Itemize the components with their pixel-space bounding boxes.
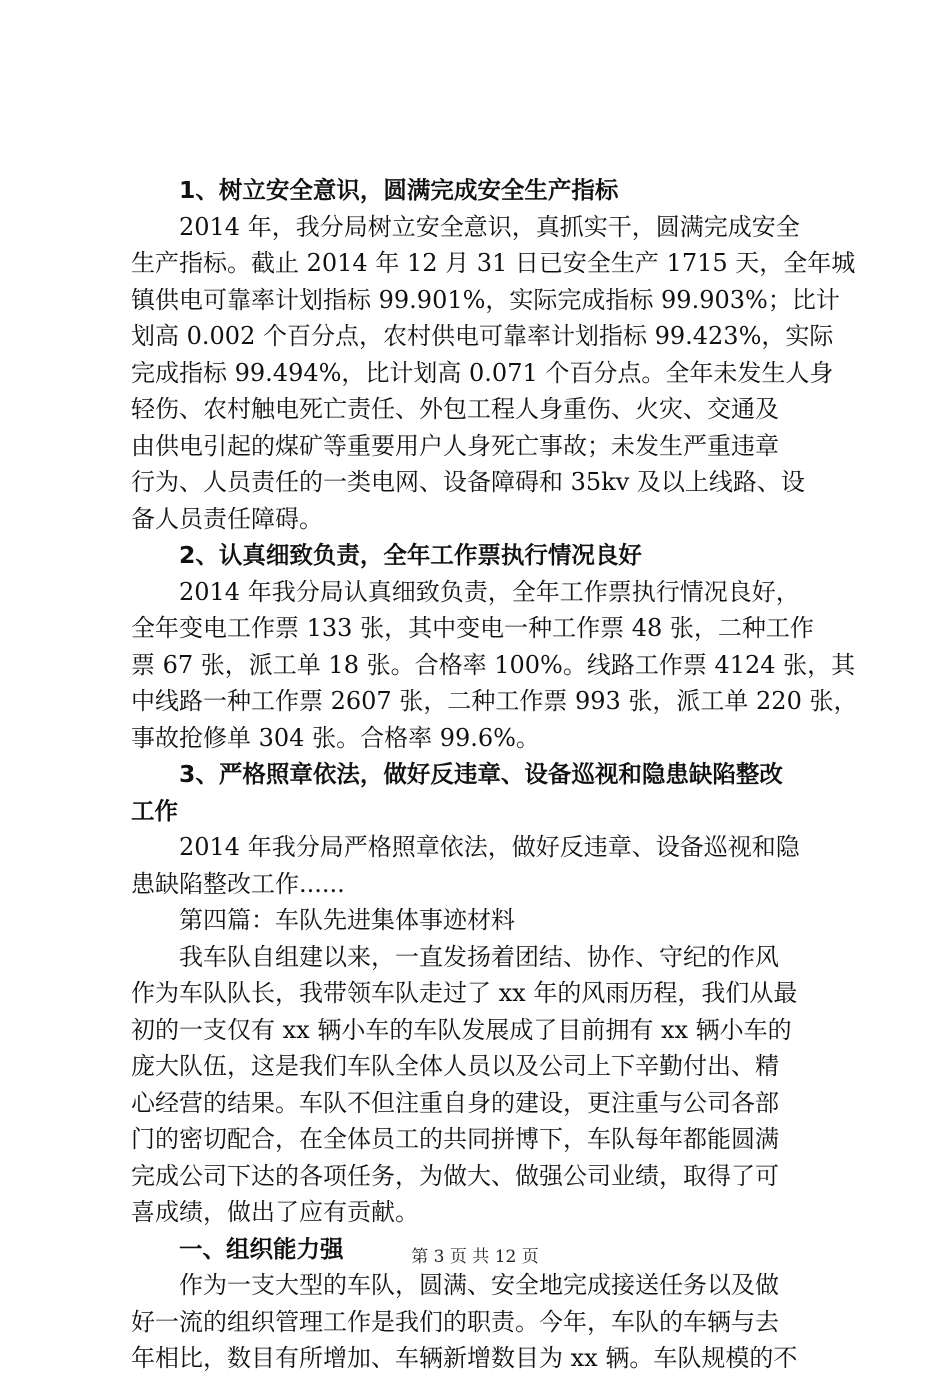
body-text-line: 初的一支仅有 xx 辆小车的车队发展成了目前拥有 xx 辆小车的 bbox=[131, 1015, 792, 1044]
body-text-line: 由供电引起的煤矿等重要用户人身死亡事故；未发生严重违章 bbox=[131, 431, 779, 460]
body-text-line: 划高 0.002 个百分点，农村供电可靠率计划指标 99.423%，实际 bbox=[131, 322, 834, 350]
body-text-line: 第四篇：车队先进集体事迹材料 bbox=[179, 906, 515, 934]
body-text-line: 作为车队队长，我带领车队走过了 xx 年的风雨历程，我们从最 bbox=[131, 979, 798, 1007]
body-text-line: 作为一支大型的车队，圆满、安全地完成接送任务以及做 bbox=[179, 1271, 779, 1299]
body-text-line: 轻伤、农村触电死亡责任、外包工程人身重伤、火灾、交通及 bbox=[131, 395, 779, 423]
body-text-line: 我车队自组建以来，一直发扬着团结、协作、守纪的作风 bbox=[179, 942, 779, 971]
body-text-line: 好一流的组织管理工作是我们的职责。今年，车队的车辆与去 bbox=[131, 1307, 779, 1336]
body-text-line: 2014 年，我分局树立安全意识，真抓实干，圆满完成安全 bbox=[179, 212, 800, 241]
body-text-line: 2014 年我分局认真细致负责，全年工作票执行情况良好， bbox=[179, 577, 800, 606]
body-text-line: 患缺陷整改工作...... bbox=[131, 869, 345, 898]
section-heading: 一、组织能力强 bbox=[179, 1234, 344, 1263]
body-text-line: 事故抢修单 304 张。合格率 99.6%。 bbox=[131, 723, 540, 752]
body-text-line: 生产指标。截止 2014 年 12 月 31 日已安全生产 1715 天，全年城 bbox=[131, 249, 856, 277]
section-heading: 3、严格照章依法，做好反违章、设备巡视和隐患缺陷整改 bbox=[179, 760, 783, 788]
body-text-line: 完成指标 99.494%，比计划高 0.071 个百分点。全年未发生人身 bbox=[131, 358, 834, 387]
body-text-line: 门的密切配合，在全体员工的共同拼博下，车队每年都能圆满 bbox=[131, 1125, 779, 1153]
body-text-line: 票 67 张，派工单 18 张。合格率 100%。线路工作票 4124 张，其 bbox=[131, 650, 856, 679]
body-text-line: 完成公司下达的各项任务，为做大、做强公司业绩，取得了可 bbox=[131, 1161, 779, 1190]
body-text-line: 喜成绩，做出了应有贡献。 bbox=[131, 1198, 419, 1226]
body-text-line: 中线路一种工作票 2607 张，二种工作票 993 张，派工单 220 张， bbox=[131, 687, 858, 715]
body-text-line: 备人员责任障碍。 bbox=[131, 504, 323, 533]
document-body bbox=[131, 172, 858, 1377]
body-text-line: 心经营的结果。车队不但注重自身的建设，更注重与公司各部 bbox=[131, 1088, 779, 1117]
page-footer: 第 3 页 共 12 页 bbox=[411, 1247, 539, 1267]
body-text-line: 全年变电工作票 133 张，其中变电一种工作票 48 张，二种工作 bbox=[131, 614, 814, 642]
body-text-line: 行为、人员责任的一类电网、设备障碍和 35kv 及以上线路、设 bbox=[131, 468, 805, 496]
body-text-line: 镇供电可靠率计划指标 99.901%，实际完成指标 99.903%；比计 bbox=[131, 285, 840, 314]
section-heading: 1、树立安全意识，圆满完成安全生产指标 bbox=[179, 176, 619, 204]
body-text-line: 庞大队伍，这是我们车队全体人员以及公司上下辛勤付出、精 bbox=[131, 1052, 779, 1080]
body-text-line: 2014 年我分局严格照章依法，做好反违章、设备巡视和隐 bbox=[179, 833, 800, 861]
body-text-line: 年相比，数目有所增加、车辆新增数目为 xx 辆。车队规模的不 bbox=[131, 1344, 798, 1372]
section-heading: 工作 bbox=[131, 796, 178, 825]
section-heading: 2、认真细致负责，全年工作票执行情况良好 bbox=[179, 541, 642, 569]
